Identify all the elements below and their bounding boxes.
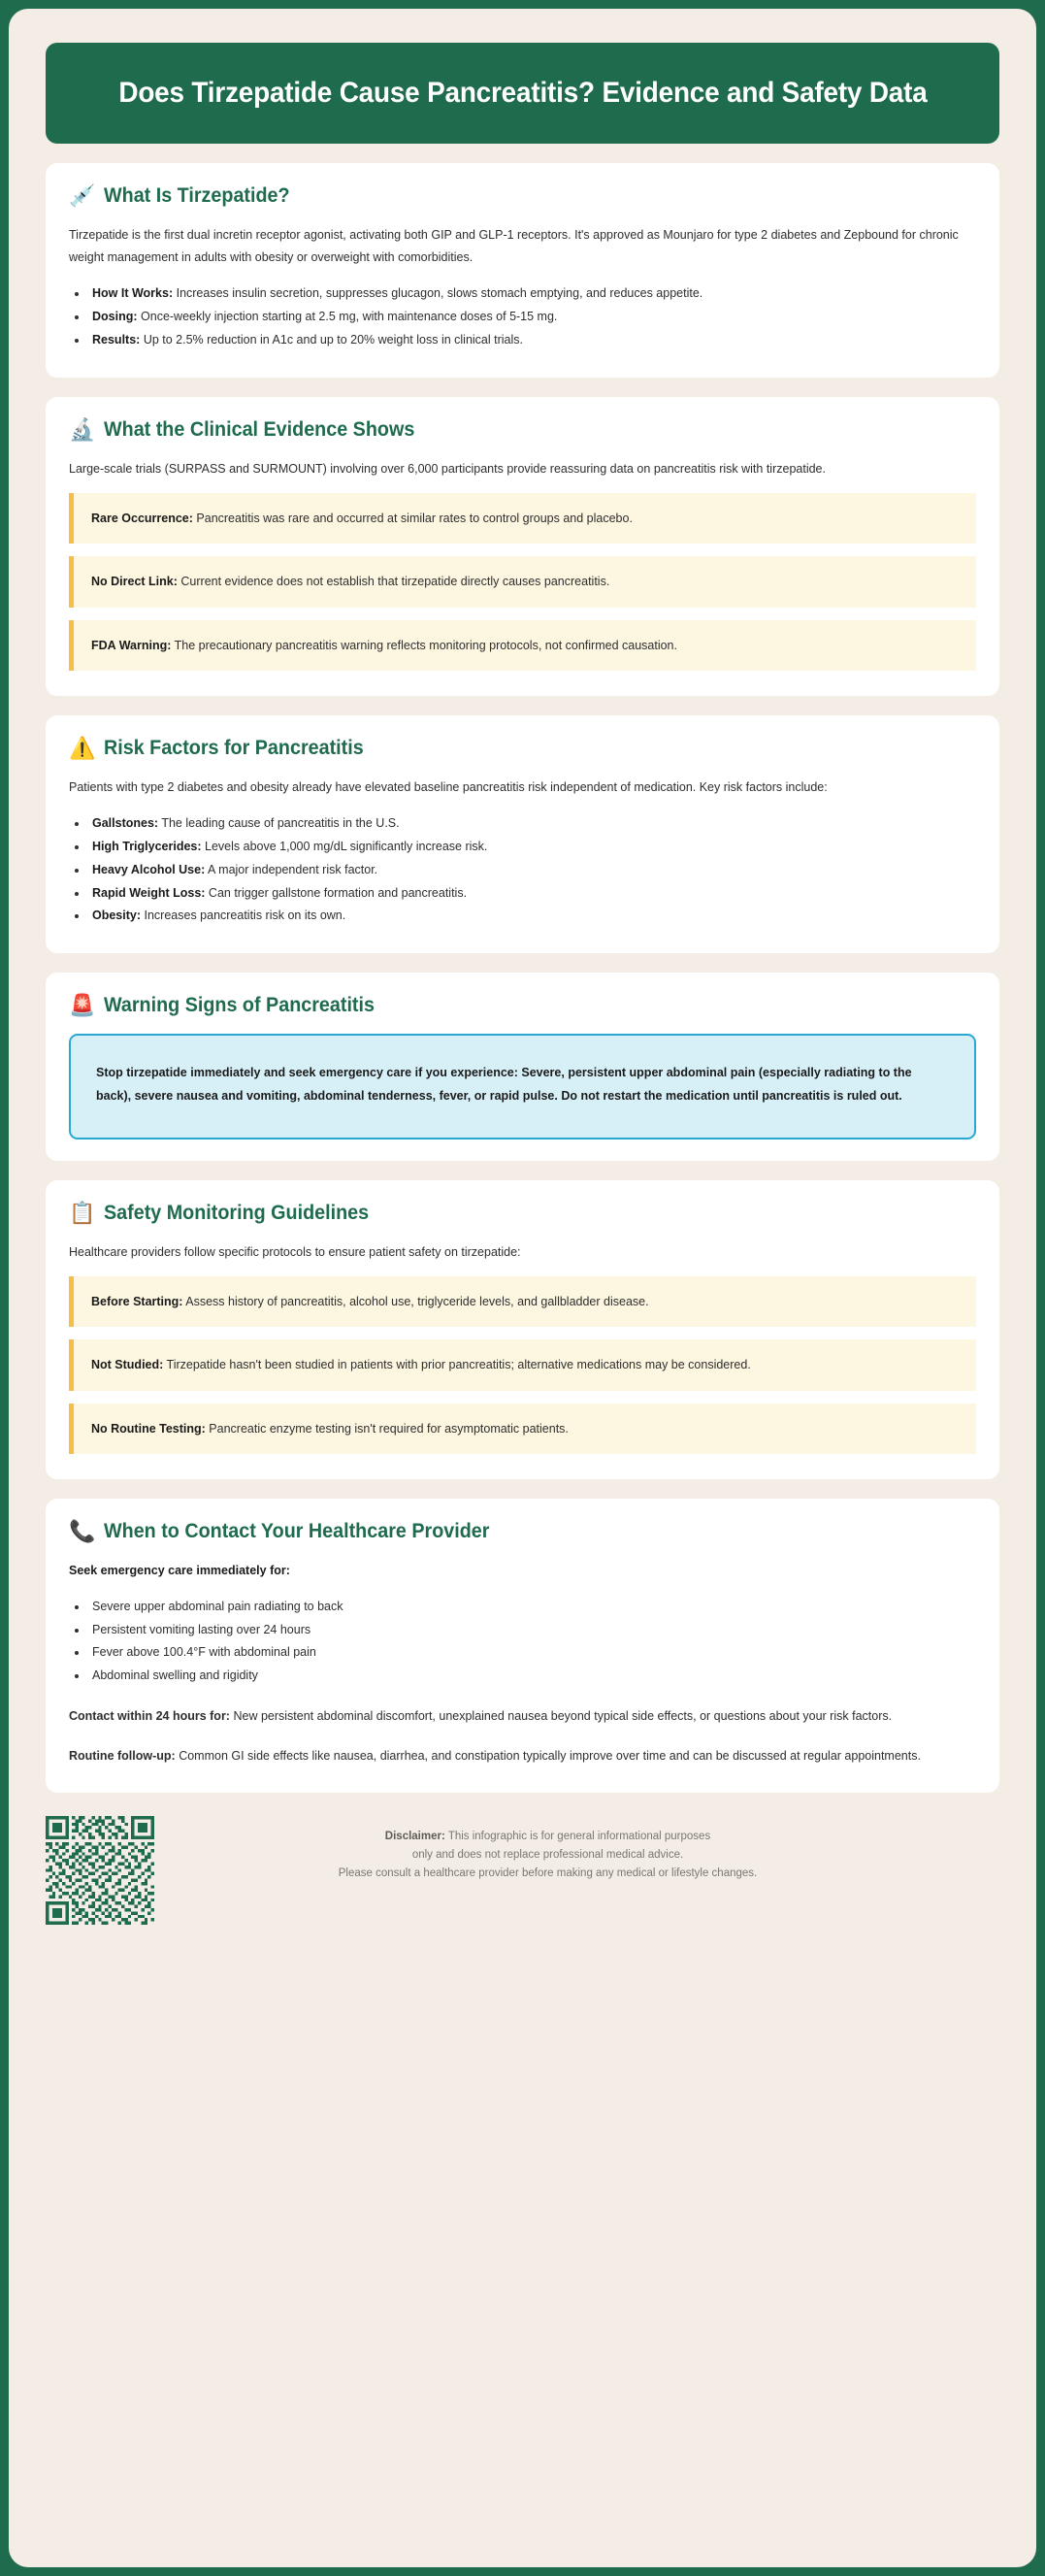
callout-text: Current evidence does not establish that tirzepatide directly causes pancreatitis. [180,575,610,589]
callout-text: Pancreatic enzyme testing isn't required for asymptomatic patients. [209,1421,569,1436]
emergency-care-lead: Seek emergency care immediately for: [69,1564,290,1578]
bullet-text: Once-weekly injection starting at 2.5 mg, with maintenance doses of 5-15 mg. [141,310,558,323]
footer [46,1816,999,1932]
section-header [69,737,976,760]
section-title: Safety Monitoring Guidelines [104,1201,370,1224]
list-item [88,882,976,906]
list-item: • Abdominal swelling and rigidity [88,1665,976,1688]
bullet-text: A major independent risk factor. [208,862,378,876]
section-intro: Tirzepatide is the first dual incretin receptor agonist, activating both GIP and GLP-1 receptors. It's approved as Mounjaro for type 2 diabetes and Zepbound for chronic weight management in adults with obesity or overweight with comorbidities. [69,228,959,265]
list-item [88,905,976,928]
section-what-is-tirzepatide [46,163,999,378]
page-title: Does Tirzepatide Cause Pancreatitis? Evidence and Safety Data [117,77,928,109]
syringe-icon: 💉 [69,183,96,208]
microscope-icon: 🔬 [69,416,96,442]
bullet-label: Dosing: [92,310,138,323]
what-is-bullet-list [88,282,976,351]
callout-box [69,493,976,545]
callout-label: FDA Warning: [91,638,172,652]
callout-box [69,1404,976,1455]
qr-code[interactable] [46,1816,154,1925]
warning-triangle-icon: ⚠️ [69,736,96,761]
callout-text: Pancreatitis was rare and occurred at similar rates to control groups and placebo. [196,511,633,525]
telephone-icon: 📞 [69,1519,96,1544]
section-intro: Healthcare providers follow specific protocols to ensure patient safety on tirzepatide: [69,1244,521,1259]
bullet-label: Heavy Alcohol Use: [92,862,206,876]
routine-follow-up [69,1745,976,1767]
callout-box [69,620,976,672]
section-contact-provider [46,1499,999,1793]
section-risk-factors [46,715,999,953]
bullet-label: Obesity: [92,908,142,923]
list-item [88,812,976,836]
list-item [88,329,976,352]
bullet-text: Can trigger gallstone formation and pancreatitis. [208,885,468,900]
section-header [69,1202,976,1225]
callout-label: No Routine Testing: [91,1421,206,1436]
section-header [69,1520,976,1543]
bullet-label: Gallstones: [92,816,159,831]
emergency-symptom-list [88,1596,976,1688]
callout-text: Tirzepatide hasn't been studied in patients with prior pancreatitis; alternative medications may be considered. [166,1358,751,1372]
disclaimer-text-1: This infographic is for general informational purposes [447,1831,711,1843]
bullet-text: Increases insulin secretion, suppresses glucagon, slows stomach emptying, and reduces appetite. [176,286,703,301]
list-item [88,306,976,329]
section-warning-signs [46,973,999,1161]
list-item [88,836,976,859]
bullet-label: Rapid Weight Loss: [92,885,206,900]
section-clinical-evidence [46,397,999,697]
section-title: When to Contact Your Healthcare Provider [104,1520,490,1543]
risk-factor-list [88,812,976,928]
routine-label: Routine follow-up: [69,1749,176,1763]
callout-text: Assess history of pancreatitis, alcohol use, triglyceride levels, and gallbladder disease. [185,1294,649,1308]
callout-label: Not Studied: [91,1358,164,1372]
list-item: • Severe upper abdominal pain radiating to back [88,1596,976,1619]
bullet-text: Levels above 1,000 mg/dL significantly increase risk. [205,840,488,853]
disclaimer [174,1816,999,1883]
section-title: Risk Factors for Pancreatitis [104,737,364,760]
title-banner [46,43,999,144]
bullet-label: How It Works: [92,286,174,301]
contact-24h-label: Contact within 24 hours for: [69,1708,230,1723]
clipboard-icon: 📋 [69,1200,96,1225]
section-intro: Large-scale trials (SURPASS and SURMOUNT) involving over 6,000 participants provide reassuring data on pancreatitis risk with tirzepatide. [69,461,826,476]
contact-within-24h [69,1705,976,1728]
emergency-alert-box: Stop tirzepatide immediately and seek emergency care if you experience: Severe, persistent upper abdominal pain (especially radiating to the back), severe nausea and vomiting, abdominal tenderness, fever, or rapid pulse. Do not restart the medication until pancreatitis is ruled out. [69,1034,976,1139]
section-intro: Patients with type 2 diabetes and obesity already have elevated baseline pancreatitis risk independent of medication. Key risk factors include: [69,780,828,795]
list-item: • Persistent vomiting lasting over 24 hours [88,1619,976,1642]
section-safety-monitoring [46,1180,999,1480]
disclaimer-label: Disclaimer: [384,1831,445,1843]
callout-label: Rare Occurrence: [91,511,193,525]
section-title: What the Clinical Evidence Shows [104,417,415,441]
section-header [69,994,976,1017]
infographic-body [9,9,1036,2567]
list-item: • Fever above 100.4°F with abdominal pain [88,1641,976,1665]
contact-24h-text: New persistent abdominal discomfort, unexplained nausea beyond typical side effects, or questions about your risk factors. [233,1708,893,1723]
callout-label: No Direct Link: [91,575,178,589]
bullet-text: Up to 2.5% reduction in A1c and up to 20% weight loss in clinical trials. [143,332,523,347]
section-title: What Is Tirzepatide? [104,184,290,207]
disclaimer-line-3: Please consult a healthcare provider before making any medical or lifestyle changes. [338,1867,758,1880]
callout-box [69,1339,976,1391]
routine-text: Common GI side effects like nausea, diarrhea, and constipation typically improve over time and can be discussed at regular appointments. [179,1749,921,1763]
callout-box [69,556,976,608]
section-header [69,184,976,208]
list-item [88,859,976,882]
disclaimer-line-1 [385,1831,710,1842]
bullet-label: High Triglycerides: [92,840,202,853]
bullet-text: Increases pancreatitis risk on its own. [144,908,346,923]
bullet-label: Results: [92,332,141,347]
callout-text: The precautionary pancreatitis warning reflects monitoring protocols, not confirmed causation. [174,638,677,652]
callout-box [69,1276,976,1328]
list-item [88,282,976,306]
bullet-text: The leading cause of pancreatitis in the U.S. [161,816,400,831]
callout-label: Before Starting: [91,1294,183,1308]
disclaimer-line-2: only and does not replace professional medical advice. [411,1849,684,1862]
section-title: Warning Signs of Pancreatitis [104,994,375,1016]
rotating-light-icon: 🚨 [69,993,96,1017]
section-header [69,418,976,442]
